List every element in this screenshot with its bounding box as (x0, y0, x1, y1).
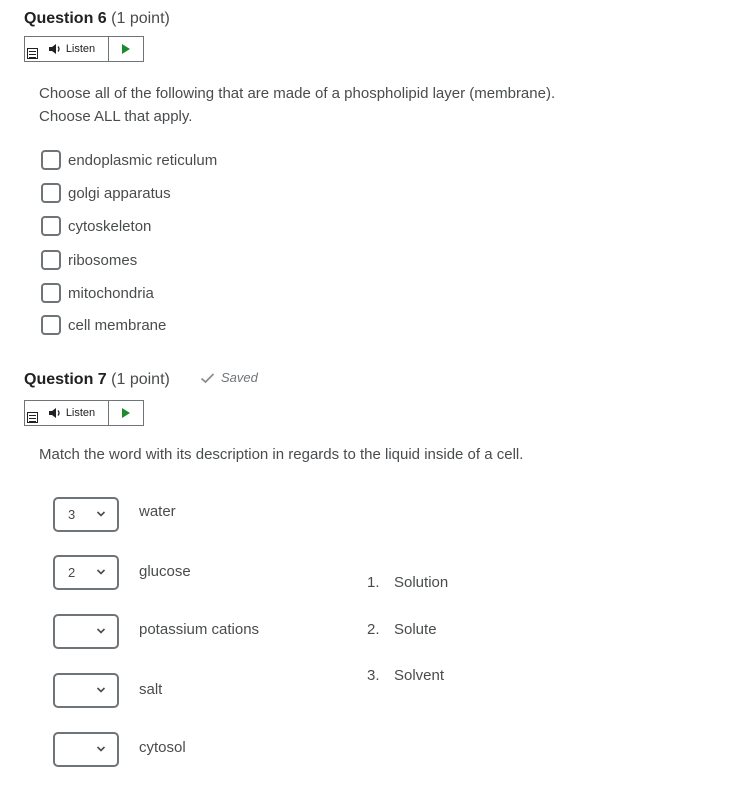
checkbox-option[interactable] (41, 283, 154, 303)
option-label: cytoskeleton (68, 217, 152, 235)
match-select[interactable] (53, 497, 119, 532)
listen-toolbar-q7 (24, 400, 144, 426)
checkbox-option[interactable] (41, 216, 151, 236)
question-6-prompt-line1: Choose all of the following that are made of a phospholipid layer (membrane). (39, 85, 556, 102)
checkbox[interactable] (41, 183, 61, 203)
document-icon (27, 48, 38, 59)
listen-button[interactable] (25, 37, 109, 61)
saved-status (200, 370, 258, 385)
speaker-icon (48, 43, 62, 55)
question-7-prompt: Match the word with its description in regards to the liquid inside of a cell. (39, 446, 524, 463)
match-select[interactable] (53, 732, 119, 767)
match-word: cytosol (139, 739, 186, 756)
match-choice (367, 621, 437, 638)
chevron-down-icon (96, 565, 106, 579)
option-label: golgi apparatus (68, 184, 171, 202)
match-choice-number: 1. (367, 574, 380, 591)
question-6-label: Question 6 (24, 10, 107, 27)
match-choice (367, 667, 444, 684)
option-label: mitochondria (68, 284, 154, 302)
checkbox[interactable] (41, 216, 61, 236)
question-7-title (24, 371, 170, 389)
play-button[interactable] (109, 37, 143, 61)
match-choice-number: 3. (367, 667, 380, 684)
match-word: potassium cations (139, 621, 260, 638)
saved-label: Saved (221, 370, 258, 385)
checkbox[interactable] (41, 250, 61, 270)
match-select-value: 2 (68, 565, 76, 580)
match-choice-text: Solute (394, 621, 437, 638)
checkbox[interactable] (41, 150, 61, 170)
option-label: ribosomes (68, 251, 138, 269)
question-6-prompt (39, 82, 555, 128)
chevron-down-icon (96, 624, 106, 638)
question-7-label: Question 7 (24, 371, 107, 388)
question-7-points: (1 point) (111, 371, 170, 388)
question-6-title (24, 10, 170, 28)
match-select[interactable] (53, 555, 119, 590)
option-label: cell membrane (68, 316, 167, 334)
match-choice-text: Solution (394, 574, 449, 591)
listen-toolbar-q6 (24, 36, 144, 62)
checkbox[interactable] (41, 283, 61, 303)
checkmark-icon (200, 372, 215, 384)
match-word: water (139, 503, 176, 520)
match-choice-text: Solvent (394, 667, 445, 684)
chevron-down-icon (96, 742, 106, 756)
speaker-icon (48, 407, 62, 419)
match-word: salt (139, 681, 163, 698)
match-choice-number: 2. (367, 621, 380, 638)
option-label: endoplasmic reticulum (68, 151, 218, 169)
match-select[interactable] (53, 614, 119, 649)
match-select[interactable] (53, 673, 119, 708)
listen-label: Listen (65, 407, 96, 419)
match-select-value: 3 (68, 507, 76, 522)
checkbox[interactable] (41, 315, 61, 335)
question-6-prompt-line2: Choose ALL that apply. (39, 108, 193, 125)
checkbox-option[interactable] (41, 250, 137, 270)
chevron-down-icon (96, 683, 106, 697)
play-button[interactable] (109, 401, 143, 425)
chevron-down-icon (96, 507, 106, 521)
match-choice (367, 574, 448, 591)
question-6-points: (1 point) (111, 10, 170, 27)
play-icon (121, 407, 131, 419)
listen-button[interactable] (25, 401, 109, 425)
checkbox-option[interactable] (41, 315, 166, 335)
listen-label: Listen (65, 43, 96, 55)
document-icon (27, 412, 38, 423)
checkbox-option[interactable] (41, 183, 171, 203)
checkbox-option[interactable] (41, 150, 217, 170)
match-word: glucose (139, 563, 191, 580)
play-icon (121, 43, 131, 55)
